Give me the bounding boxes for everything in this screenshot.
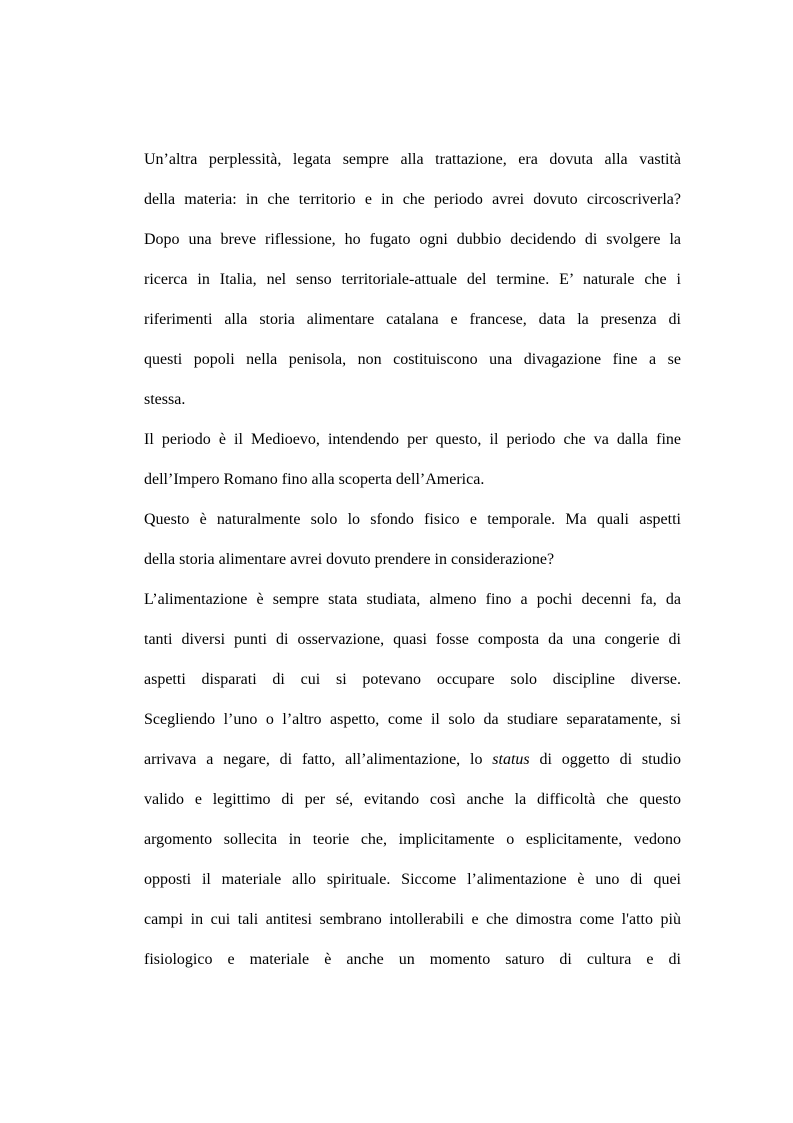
text-segment: arrivava a negare, di fatto, all’alimentazione, lo [144, 751, 493, 768]
text-line: riferimenti alla storia alimentare catalana e francese, data la presenza di [144, 311, 681, 328]
text-line: ricerca in Italia, nel senso territoriale-attuale del termine. E’ naturale che i [144, 271, 681, 288]
text-line: della materia: in che territorio e in che periodo avrei dovuto circoscriverla? [144, 191, 681, 208]
text-line-with-emphasis [144, 748, 681, 788]
text-segment: di oggetto di studio [529, 751, 682, 768]
emphasized-word: status [492, 751, 530, 768]
text-line: Scegliendo l’uno o l’altro aspetto, come il solo da studiare separatamente, si [144, 711, 681, 728]
body-text [144, 148, 681, 988]
text-line: Questo è naturalmente solo lo sfondo fisico e temporale. Ma quali aspetti [144, 511, 681, 528]
text-line: della storia alimentare avrei dovuto prendere in considerazione? [144, 551, 555, 568]
text-line: argomento sollecita in teorie che, implicitamente o esplicitamente, vedono [144, 831, 681, 848]
text-line: Un’altra perplessità, legata sempre alla trattazione, era dovuta alla vastità [144, 151, 681, 168]
text-line: stessa. [144, 391, 186, 408]
text-line: fisiologico e materiale è anche un momento saturo di cultura e di [144, 951, 681, 968]
text-line: valido e legittimo di per sé, evitando così anche la difficoltà che questo [144, 791, 681, 808]
text-line: opposti il materiale allo spirituale. Siccome l’alimentazione è uno di quei [144, 871, 681, 888]
text-line: dell’Impero Romano fino alla scoperta dell’America. [144, 471, 485, 488]
text-line: aspetti disparati di cui si potevano occupare solo discipline diverse. [144, 671, 681, 688]
text-line: campi in cui tali antitesi sembrano intollerabili e che dimostra come l'atto più [144, 911, 681, 928]
text-line: Dopo una breve riflessione, ho fugato ogni dubbio decidendo di svolgere la [144, 231, 681, 248]
text-line: tanti diversi punti di osservazione, quasi fosse composta da una congerie di [144, 631, 681, 648]
text-line: L’alimentazione è sempre stata studiata, almeno fino a pochi decenni fa, da [144, 591, 681, 608]
text-line: questi popoli nella penisola, non costituiscono una divagazione fine a se [144, 351, 681, 368]
text-line: Il periodo è il Medioevo, intendendo per questo, il periodo che va dalla fine [144, 431, 681, 448]
